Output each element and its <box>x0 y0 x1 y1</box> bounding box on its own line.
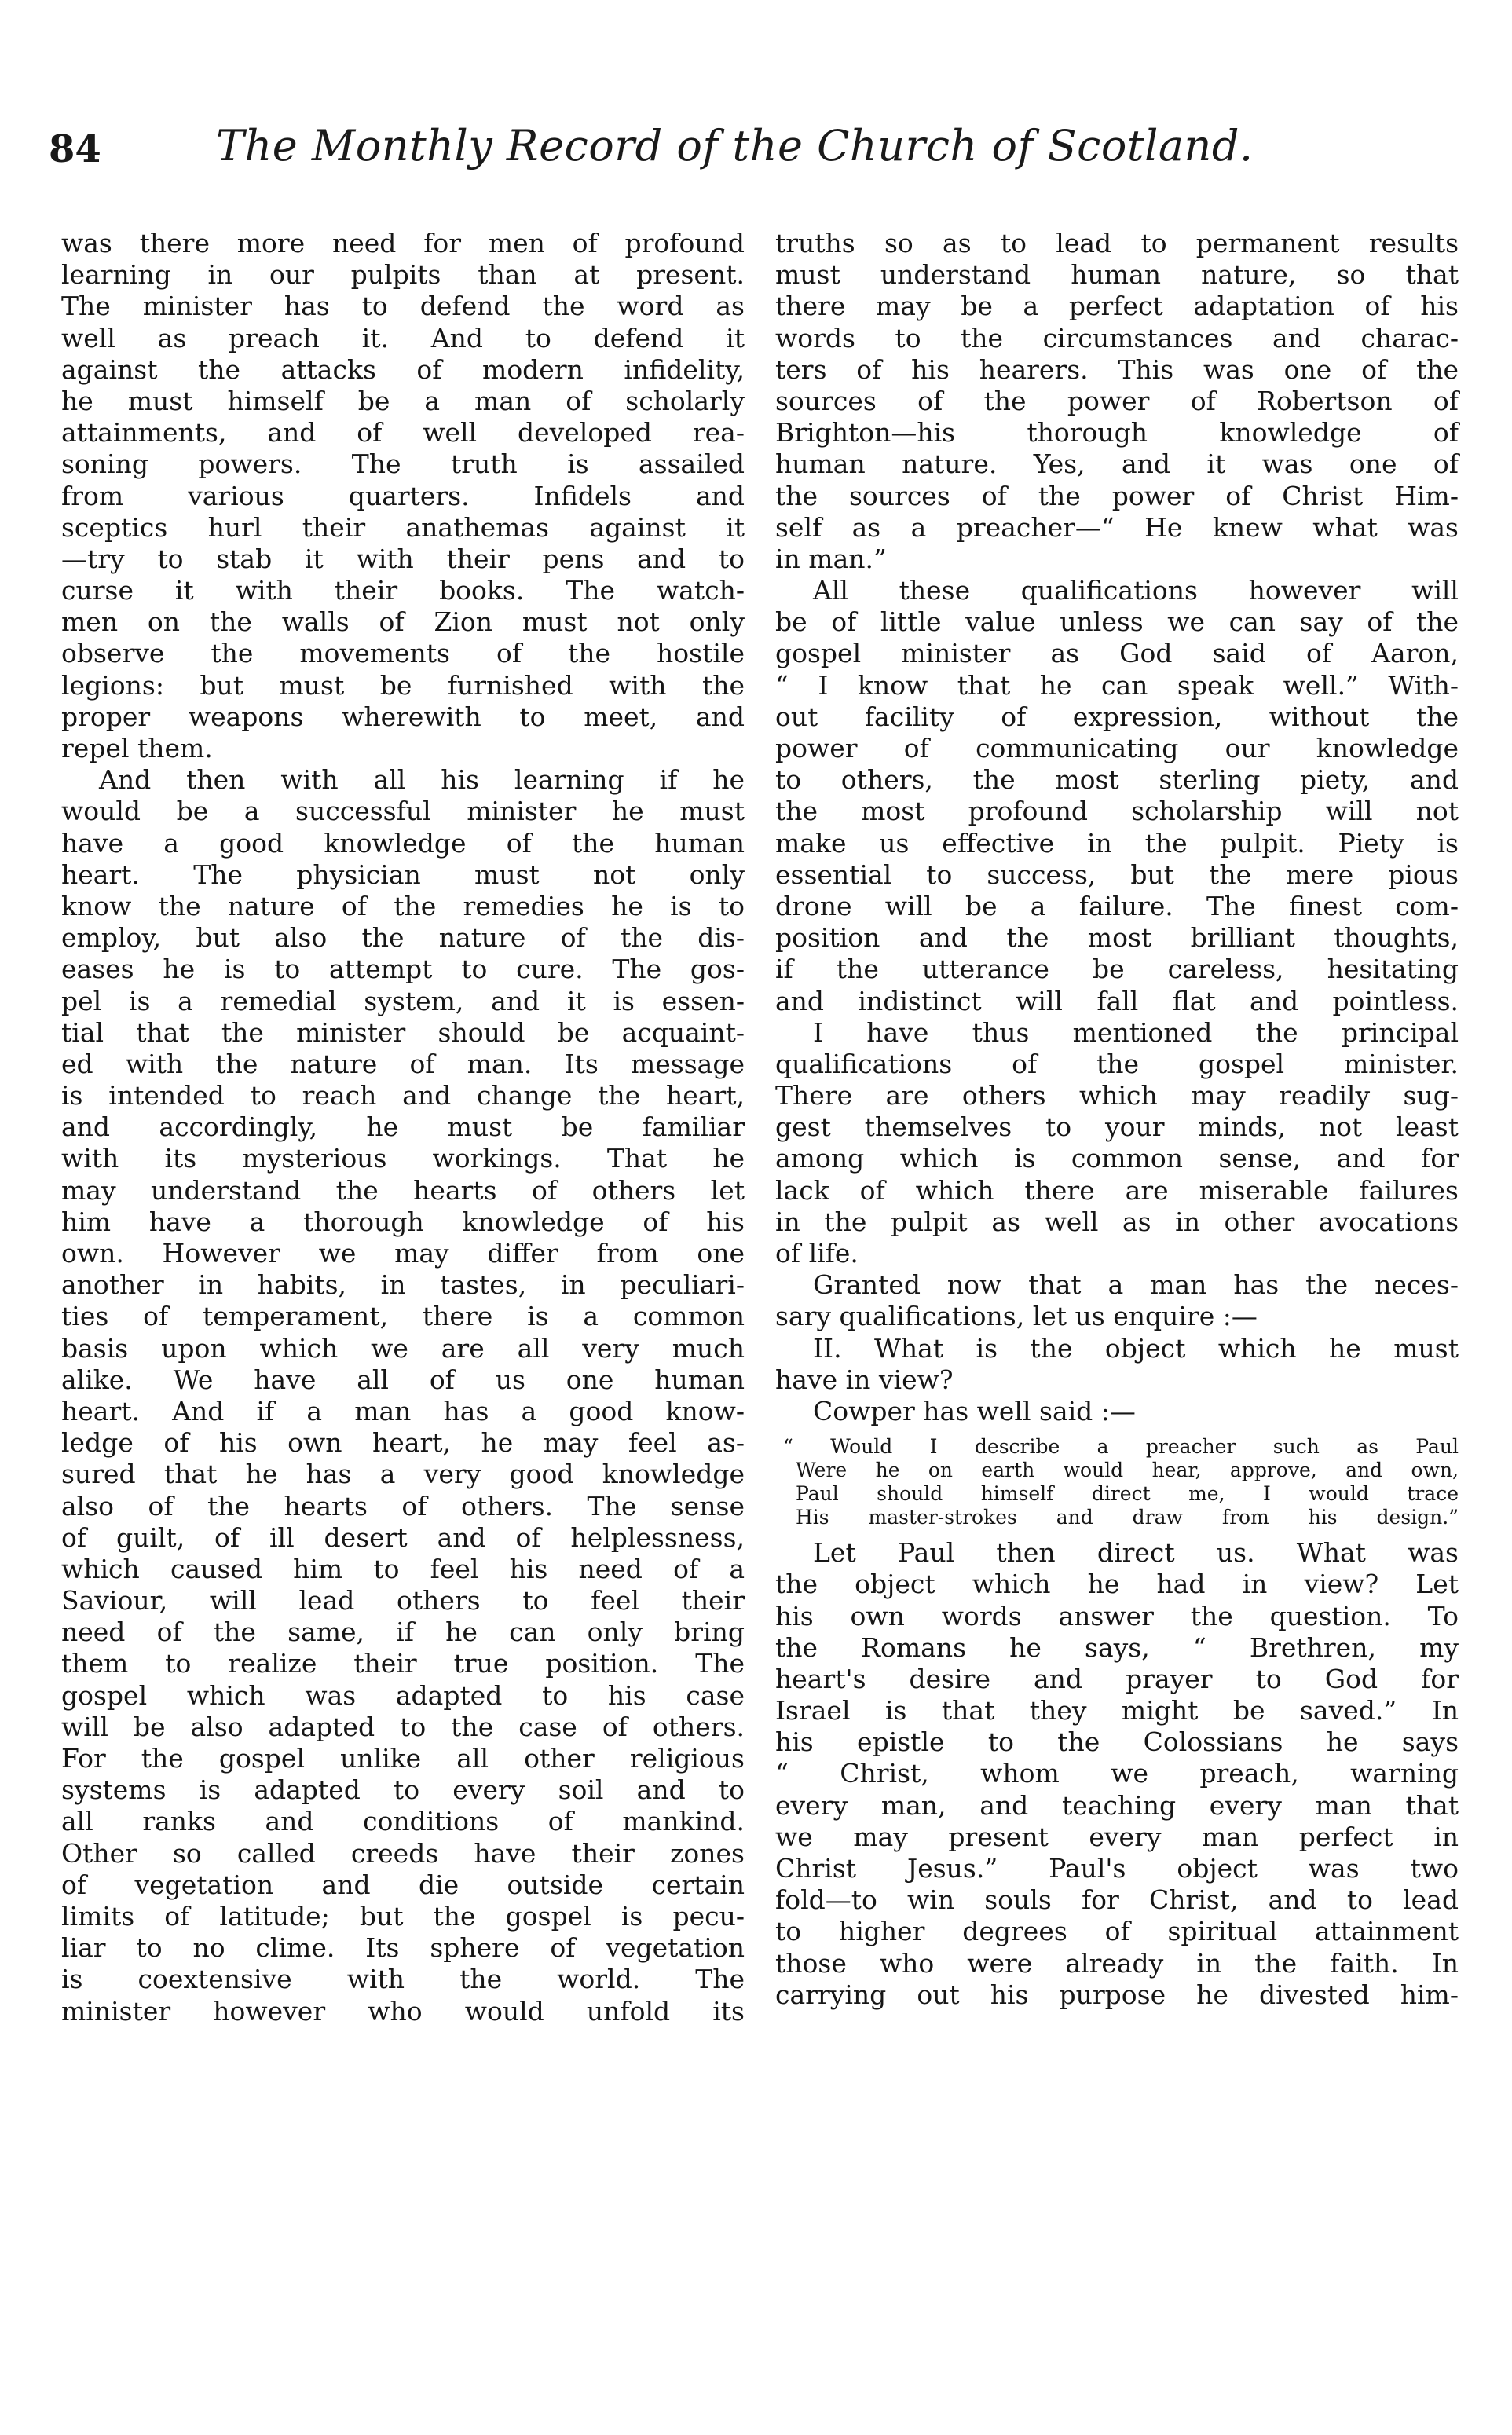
text-line: power of communicating our knowledge <box>775 733 1459 763</box>
text-line: “ Christ, whom we preach, warning <box>775 1758 1459 1789</box>
text-line: another in habits, in tastes, in peculiari- <box>61 1269 745 1301</box>
text-line: All these qualifications however will <box>813 575 1459 606</box>
page-number: 84 <box>49 127 101 171</box>
text-line: and accordingly, he must be familiar <box>61 1111 745 1143</box>
text-line: drone will be a failure. The finest com- <box>775 890 1459 921</box>
text-line: Saviour, will lead others to feel their <box>61 1585 745 1617</box>
spacer <box>775 1427 1459 1435</box>
text-line: to higher degrees of spiritual attainment <box>775 1916 1459 1947</box>
text-line: with its mysterious workings. That he <box>61 1143 745 1174</box>
text-line: Israel is that they might be saved.” In <box>775 1695 1459 1726</box>
page-header <box>47 118 1461 196</box>
text-line: truths so as to lead to permanent results <box>775 228 1459 258</box>
text-line: minister however who would unfold its <box>61 1995 745 2027</box>
text-line: There are others which may readily sug- <box>775 1080 1459 1111</box>
text-line: gest themselves to your minds, not least <box>775 1111 1459 1143</box>
right-column <box>775 228 1459 2011</box>
text-line: every man, and teaching every man that <box>775 1789 1459 1821</box>
quote-line: Paul should himself direct me, I would trace <box>796 1482 1459 1506</box>
text-line: attainments, and of well developed rea- <box>61 417 745 449</box>
text-line: learning in our pulpits than at present. <box>61 259 745 291</box>
text-line: observe the movements of the hostile <box>61 638 745 669</box>
text-line: he must himself be a man of scholarly <box>61 385 745 416</box>
text-line: For the gospel unlike all other religious <box>61 1743 745 1774</box>
text-line: sources of the power of Robertson of <box>775 385 1459 416</box>
text-line: proper weapons wherewith to meet, and <box>61 701 745 732</box>
text-line: systems is adapted to every soil and to <box>61 1774 745 1806</box>
text-line: liar to no clime. Its sphere of vegetation <box>61 1932 745 1964</box>
text-line: ties of temperament, there is a common <box>61 1301 745 1332</box>
text-line: limits of latitude; but the gospel is pecu- <box>61 1900 745 1932</box>
text-line: ed with the nature of man. Its message <box>61 1048 745 1079</box>
text-line: have in view? <box>775 1364 954 1395</box>
text-line: soning powers. The truth is assailed <box>61 449 745 480</box>
text-line: II. What is the object which he must <box>813 1332 1459 1364</box>
text-line: And then with all his learning if he <box>99 764 745 796</box>
text-line: is intended to reach and change the heart, <box>61 1080 745 1111</box>
text-line: of vegetation and die outside certain <box>61 1869 745 1900</box>
text-line: the Romans he says, “ Brethren, my <box>775 1631 1459 1663</box>
left-column <box>61 228 745 2027</box>
text-line: heart's desire and prayer to God for <box>775 1663 1459 1694</box>
text-line: make us effective in the pulpit. Piety is <box>775 827 1459 859</box>
text-line: “ I know that he can speak well.” With- <box>775 669 1459 701</box>
text-line: ledge of his own heart, he may feel as- <box>61 1427 745 1459</box>
text-line: position and the most brilliant thoughts, <box>775 922 1459 954</box>
text-line: Christ Jesus.” Paul's object was two <box>775 1853 1459 1884</box>
quote-line: His master-strokes and draw from his design.” <box>796 1506 1459 1529</box>
text-line: among which is common sense, and for <box>775 1143 1459 1174</box>
text-line: sary qualifications, let us enquire :— <box>775 1301 1258 1332</box>
text-line: sured that he has a very good knowledge <box>61 1459 745 1490</box>
text-line: heart. The physician must not only <box>61 859 745 890</box>
text-line: need of the same, if he can only bring <box>61 1617 745 1648</box>
text-line: ters of his hearers. This was one of the <box>775 353 1459 385</box>
text-line: carrying out his purpose he divested him- <box>775 1979 1459 2010</box>
text-line: repel them. <box>61 733 213 763</box>
text-line: eases he is to attempt to cure. The gos- <box>61 954 745 985</box>
text-line: which caused him to feel his need of a <box>61 1553 745 1584</box>
text-line: from various quarters. Infidels and <box>61 480 745 511</box>
text-line: be of little value unless we can say of the <box>775 606 1459 638</box>
text-line: heart. And if a man has a good know- <box>61 1395 745 1426</box>
text-line: in man.” <box>775 543 887 574</box>
text-line: I have thus mentioned the principal <box>813 1016 1459 1048</box>
text-line: legions: but must be furnished with the <box>61 669 745 701</box>
text-line: all ranks and conditions of mankind. <box>61 1806 745 1837</box>
text-line: curse it with their books. The watch- <box>61 575 745 606</box>
text-line: his own words answer the question. To <box>775 1600 1459 1631</box>
text-line: also of the hearts of others. The sense <box>61 1490 745 1521</box>
text-line: Cowper has well said :— <box>813 1395 1136 1426</box>
text-line: the object which he had in view? Let <box>775 1569 1459 1600</box>
text-line: to others, the most sterling piety, and <box>775 764 1459 796</box>
text-line: own. However we may differ from one <box>61 1238 745 1269</box>
text-line: sceptics hurl their anathemas against it <box>61 511 745 543</box>
text-line: The minister has to defend the word as <box>61 291 745 322</box>
text-line: basis upon which we are all very much <box>61 1332 745 1364</box>
text-line: Brighton—his thorough knowledge of <box>775 417 1459 449</box>
text-line: have a good knowledge of the human <box>61 827 745 859</box>
text-line: of life. <box>775 1238 859 1269</box>
text-line: alike. We have all of us one human <box>61 1364 745 1395</box>
text-line: there may be a perfect adaptation of his <box>775 291 1459 322</box>
text-line: gospel which was adapted to his case <box>61 1679 745 1711</box>
text-line: was there more need for men of profound <box>61 228 745 258</box>
text-line: know the nature of the remedies he is to <box>61 890 745 921</box>
text-line: qualifications of the gospel minister. <box>775 1048 1459 1079</box>
text-line: must understand human nature, so that <box>775 259 1459 291</box>
text-line: men on the walls of Zion must not only <box>61 606 745 638</box>
text-line: employ, but also the nature of the dis- <box>61 922 745 954</box>
text-line: —try to stab it with their pens and to <box>61 543 745 574</box>
text-line: them to realize their true position. The <box>61 1648 745 1679</box>
text-line: would be a successful minister he must <box>61 796 745 827</box>
text-line: pel is a remedial system, and it is essen- <box>61 985 745 1016</box>
spacer <box>775 1529 1459 1537</box>
text-line: we may present every man perfect in <box>775 1821 1459 1852</box>
text-line: may understand the hearts of others let <box>61 1174 745 1206</box>
text-line: self as a preacher—“ He knew what was <box>775 511 1459 543</box>
text-line: those who were already in the faith. In <box>775 1947 1459 1979</box>
text-line: him have a thorough knowledge of his <box>61 1206 745 1237</box>
text-line: words to the circumstances and charac- <box>775 322 1459 353</box>
quote-line: Were he on earth would hear, approve, and own, <box>796 1459 1459 1482</box>
text-line: the most profound scholarship will not <box>775 796 1459 827</box>
text-line: lack of which there are miserable failures <box>775 1174 1459 1206</box>
text-line: if the utterance be careless, hesitating <box>775 954 1459 985</box>
text-line: his epistle to the Colossians he says <box>775 1726 1459 1758</box>
text-line: the sources of the power of Christ Him- <box>775 480 1459 511</box>
text-line: and indistinct will fall flat and pointless. <box>775 985 1459 1016</box>
text-line: will be also adapted to the case of others. <box>61 1711 745 1742</box>
text-line: fold—to win souls for Christ, and to lead <box>775 1884 1459 1916</box>
text-line: out facility of expression, without the <box>775 701 1459 732</box>
running-title: The Monthly Record of the Church of Scotland. <box>216 121 1254 170</box>
text-line: well as preach it. And to defend it <box>61 322 745 353</box>
text-line: tial that the minister should be acquaint- <box>61 1016 745 1048</box>
text-line: against the attacks of modern infidelity, <box>61 353 745 385</box>
text-line: essential to success, but the mere pious <box>775 859 1459 890</box>
text-line: Other so called creeds have their zones <box>61 1837 745 1869</box>
text-line: in the pulpit as well as in other avocations <box>775 1206 1459 1237</box>
text-line: Granted now that a man has the neces- <box>813 1269 1459 1301</box>
text-line: is coextensive with the world. The <box>61 1964 745 1995</box>
text-line: of guilt, of ill desert and of helplessness, <box>61 1521 745 1553</box>
text-line: human nature. Yes, and it was one of <box>775 449 1459 480</box>
quote-line: “ Would I describe a preacher such as Paul <box>783 1435 1459 1459</box>
text-line: gospel minister as God said of Aaron, <box>775 638 1459 669</box>
text-line: Let Paul then direct us. What was <box>813 1537 1459 1569</box>
